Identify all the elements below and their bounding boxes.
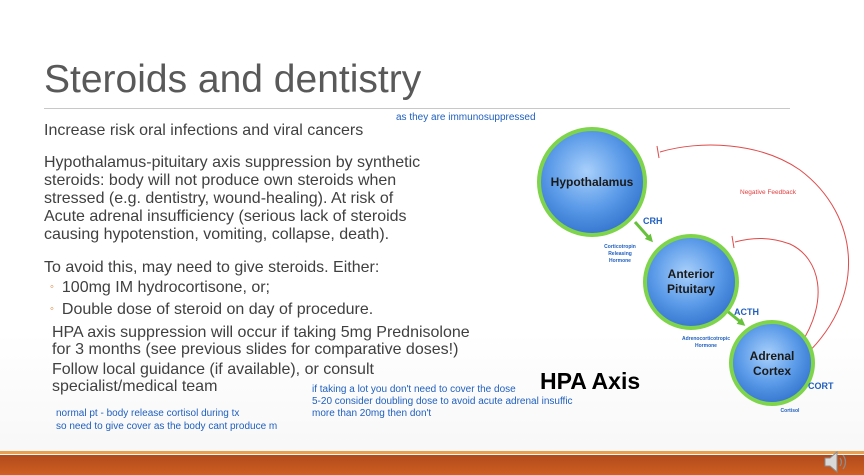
hpa-axis-label: HPA Axis bbox=[540, 368, 641, 394]
crh-full-label: Corticotropin bbox=[604, 244, 636, 250]
bullet-text: 100mg IM hydrocortisone, or; bbox=[61, 279, 270, 296]
footer-accent-line bbox=[0, 451, 864, 454]
bullet-text: Double dose of steroid on day of procedure. bbox=[61, 301, 374, 318]
hpa-suppression-line-3: stressed (e.g. dentistry, wound-healing). At risk of bbox=[44, 190, 394, 207]
page-title: Steroids and dentistry bbox=[44, 58, 422, 101]
hpa-suppression-line-2: steroids: body will not produce own steroids when bbox=[44, 172, 397, 189]
guidance-line-2: specialist/medical team bbox=[52, 378, 218, 395]
cortisol-label: Cortisol bbox=[780, 408, 800, 414]
avoid-text: To avoid this, may need to give steroids. Either: bbox=[44, 259, 380, 276]
acth-full-label: Hormone bbox=[695, 343, 717, 349]
bullet-icon: ◦ bbox=[50, 281, 54, 293]
acth-full-label: Adrenocorticotropic bbox=[681, 336, 731, 342]
hpa-suppression-line-4: Acute adrenal insufficiency (serious lack of steroids bbox=[44, 208, 407, 225]
dose-note-line-3: more than 20mg then don't bbox=[312, 408, 432, 419]
guidance-line-1: Follow local guidance (if available), or consult bbox=[52, 361, 374, 378]
adrenal-cortex-label: Adrenal bbox=[749, 349, 795, 363]
feedback-inhibit-bar bbox=[732, 236, 734, 248]
hpa-suppression-line-1: Hypothalamus-pituitary axis suppression by synthetic bbox=[44, 154, 421, 171]
hpa-dose-line-1: HPA axis suppression will occur if taking 5mg Prednisolone bbox=[52, 324, 470, 341]
hpa-suppression-line-5: causing hypotenstion, vomiting, collapse, death). bbox=[44, 226, 390, 243]
bullet-icon: ◦ bbox=[50, 303, 54, 315]
feedback-inhibit-bar bbox=[657, 146, 659, 158]
dose-note-line-1: if taking a lot you don't need to cover the dose bbox=[312, 384, 516, 395]
adrenal-cortex-label: Cortex bbox=[752, 364, 792, 378]
hpa-dose-line-2: for 3 months (see previous slides for comparative doses!) bbox=[52, 341, 459, 358]
crh-full-label: Hormone bbox=[609, 258, 631, 264]
acth-label: ACTH bbox=[734, 307, 759, 317]
negative-feedback-label: Negative Feedback bbox=[740, 189, 797, 196]
anterior-pituitary-label: Pituitary bbox=[666, 282, 716, 296]
anterior-pituitary-label: Anterior bbox=[667, 267, 715, 281]
speaker-icon[interactable] bbox=[822, 449, 852, 475]
normal-note-line-1: normal pt - body release cortisol during tx bbox=[56, 408, 240, 419]
risk-text: Increase risk oral infections and viral cancers bbox=[44, 122, 364, 139]
crh-label: CRH bbox=[643, 216, 663, 226]
dose-note-line-2: 5-20 consider doubling dose to avoid acute adrenal insuffic bbox=[312, 396, 573, 407]
crh-full-label: Releasing bbox=[608, 251, 632, 257]
normal-note-line-2: so need to give cover as the body cant produce m bbox=[56, 421, 278, 432]
hypothalamus-label: Hypothalamus bbox=[550, 175, 634, 189]
cort-label: CORT bbox=[808, 381, 834, 391]
footer-bar bbox=[0, 455, 864, 475]
immunosuppressed-note: as they are immunosuppressed bbox=[396, 112, 536, 123]
adrenal-cortex-node bbox=[731, 322, 813, 404]
